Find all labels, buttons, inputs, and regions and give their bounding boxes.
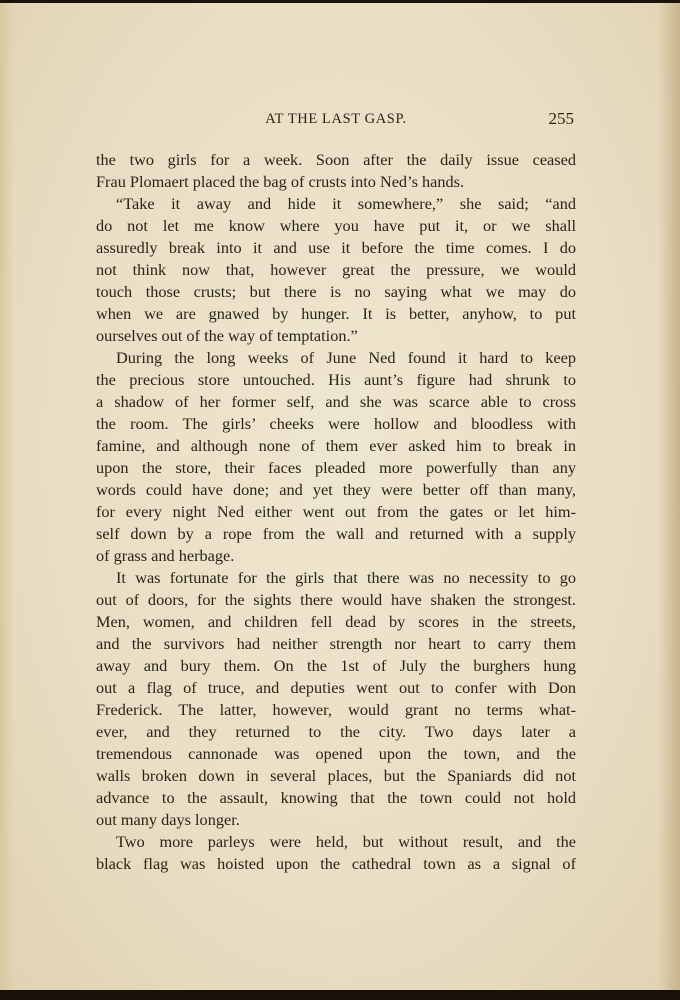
text-line: self down by a rope from the wall and returned with a supply [96, 524, 576, 543]
text-line: Men, women, and children fell dead by scores in the streets, [96, 612, 576, 631]
text-line: the precious store untouched. His aunt’s figure had shrunk to [96, 370, 576, 389]
running-title: AT THE LAST GASP. [265, 111, 407, 127]
text-line: tremendous cannonade was opened upon the town, and the [96, 744, 576, 763]
text-line: ourselves out of the way of temptation.” [96, 326, 358, 345]
text-line: for every night Ned either went out from the gates or let him- [96, 502, 576, 521]
text-line: and the survivors had neither strength nor heart to carry them [96, 634, 576, 653]
text-line: upon the store, their faces pleaded more powerfully than any [96, 458, 576, 477]
text-line: a shadow of her former self, and she was scarce able to cross [96, 392, 576, 411]
text-line: “Take it away and hide it somewhere,” she said; “and [116, 194, 576, 213]
text-line: when we are gnawed by hunger. It is better, anyhow, to put [96, 304, 576, 323]
scan-bottom-border [0, 990, 680, 1000]
book-page [0, 3, 680, 993]
text-line: the two girls for a week. Soon after the daily issue ceased [96, 150, 576, 169]
text-line: famine, and although none of them ever asked him to break in [96, 436, 576, 455]
body-text [96, 149, 576, 875]
text-line: Frau Plomaert placed the bag of crusts into Ned’s hands. [96, 172, 465, 191]
text-line: out many days longer. [96, 810, 240, 829]
text-line: out a flag of truce, and deputies went out to confer with Don [96, 678, 576, 697]
text-line: the room. The girls’ cheeks were hollow and bloodless with [96, 414, 576, 433]
page-number: 255 [548, 109, 574, 128]
text-line: advance to the assault, knowing that the town could not hold [96, 788, 576, 807]
text-line: not think now that, however great the pressure, we would [96, 260, 576, 279]
page-edge-shadow-right [658, 3, 680, 993]
text-line: walls broken down in several places, but the Spaniards did not [96, 766, 576, 785]
page-edge-shadow-left [0, 3, 14, 993]
text-line: black flag was hoisted upon the cathedral town as a signal of [96, 854, 576, 873]
text-line: away and bury them. On the 1st of July the burghers hung [96, 656, 576, 675]
text-line: out of doors, for the sights there would have shaken the strongest. [96, 590, 576, 609]
text-line: touch those crusts; but there is no saying what we may do [96, 282, 576, 301]
page-header [96, 111, 576, 133]
text-line: Frederick. The latter, however, would grant no terms what- [96, 700, 576, 719]
text-line: ever, and they returned to the city. Two days later a [96, 722, 576, 741]
text-line: assuredly break into it and use it before the time comes. I do [96, 238, 576, 257]
text-line: words could have done; and yet they were better off than many, [96, 480, 576, 499]
text-line: Two more parleys were held, but without result, and the [116, 832, 576, 851]
text-line: During the long weeks of June Ned found it hard to keep [116, 348, 576, 367]
text-line: of grass and herbage. [96, 546, 235, 565]
text-line: It was fortunate for the girls that there was no necessity to go [116, 568, 576, 587]
text-line: do not let me know where you have put it, or we shall [96, 216, 576, 235]
